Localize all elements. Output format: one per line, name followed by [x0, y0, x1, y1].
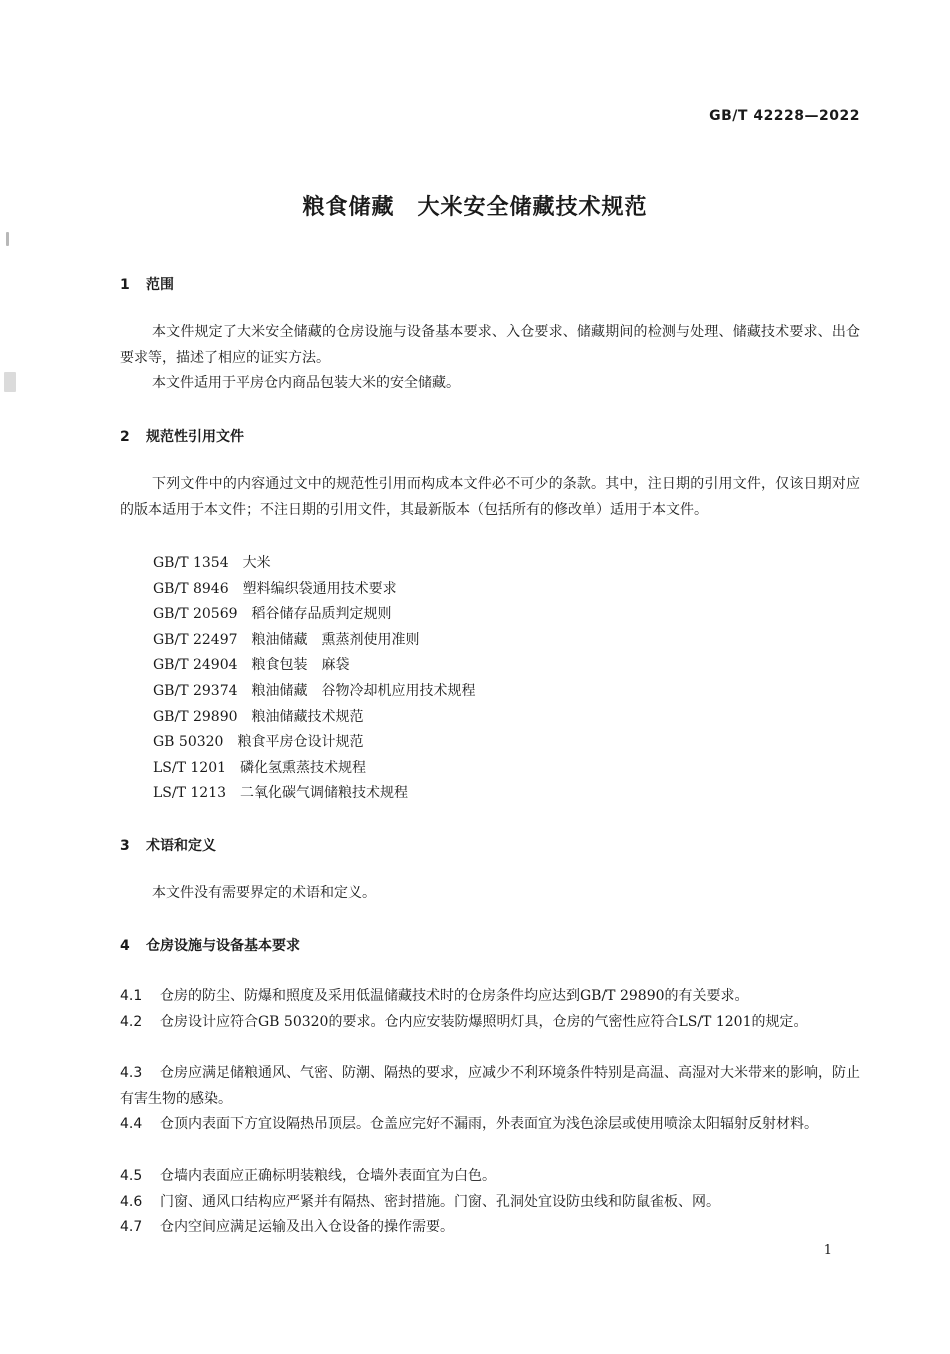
clause [120, 1164, 860, 1190]
section-heading [120, 426, 244, 446]
clause-text: 仓墙内表面应正确标明装粮线，仓墙外表面宜为白色。 [160, 1168, 496, 1184]
section-heading [120, 935, 300, 955]
reference-item [153, 680, 476, 700]
section-title: 规范性引用文件 [146, 429, 244, 445]
reference-code: GB 50320 [153, 734, 224, 750]
clause-number: 4.4 [120, 1116, 143, 1132]
reference-code: GB/T 29890 [153, 709, 238, 725]
reference-title: 粮油储藏 熏蒸剂使用准则 [251, 632, 420, 648]
reference-title: 磷化氢熏蒸技术规程 [240, 760, 367, 776]
reference-title: 塑料编织袋通用技术要求 [242, 581, 397, 597]
paragraph: 本文件没有需要界定的术语和定义。 [152, 885, 376, 901]
reference-code: GB/T 22497 [153, 632, 238, 648]
section-number: 3 [120, 838, 130, 854]
paragraph: 下列文件中的内容通过文中的规范性引用而构成本文件必不可少的条款。其中，注日期的引用文件，仅该日期对应的版本适用于本文件；不注日期的引用文件，其最新版本（包括所有的修改单）适用于本文件。 [120, 476, 860, 518]
reference-item [153, 552, 271, 572]
scan-speck [4, 372, 16, 392]
clause-text: 仓房的防尘、防爆和照度及采用低温储藏技术时的仓房条件均应达到GB/T 29890的有关要求。 [160, 988, 749, 1004]
reference-title: 粮食平房仓设计规范 [237, 734, 364, 750]
reference-item [153, 629, 420, 649]
reference-code: GB/T 20569 [153, 606, 238, 622]
section-heading [120, 274, 174, 294]
clause-number: 4.5 [120, 1168, 143, 1184]
clause [120, 1215, 860, 1241]
clause [120, 1010, 860, 1036]
reference-title: 粮食包装 麻袋 [251, 657, 350, 673]
reference-item [153, 782, 408, 802]
section-number: 2 [120, 429, 130, 445]
scan-speck [6, 232, 9, 246]
reference-item [153, 578, 397, 598]
section-number: 4 [120, 938, 130, 954]
section-title: 范围 [146, 277, 174, 293]
document-title: 粮食储藏 大米安全储藏技术规范 [302, 195, 648, 220]
clause [120, 1112, 860, 1138]
reference-item [153, 654, 350, 674]
reference-code: GB/T 8946 [153, 581, 229, 597]
clause [120, 1061, 860, 1112]
reference-title: 粮油储藏技术规范 [251, 709, 364, 725]
clause-text: 门窗、通风口结构应严紧并有隔热、密封措施。门窗、孔洞处宜设防虫线和防鼠雀板、网。 [160, 1194, 720, 1210]
reference-item [153, 731, 363, 751]
standard-code: GB/T 42228—2022 [709, 108, 860, 124]
reference-item [153, 706, 364, 726]
clause-number: 4.3 [120, 1065, 143, 1081]
paragraph: 本文件适用于平房仓内商品包装大米的安全储藏。 [152, 375, 460, 391]
clause-text: 仓房应满足储粮通风、气密、防潮、隔热的要求，应减少不利环境条件特别是高温、高湿对大米带来的影响，防止有害生物的感染。 [120, 1065, 860, 1107]
clause-number: 4.7 [120, 1219, 143, 1235]
clause-number: 4.1 [120, 988, 143, 1004]
clause-text: 仓内空间应满足运输及出入仓设备的操作需要。 [160, 1219, 454, 1235]
page-number: 1 [823, 1243, 832, 1258]
clause [120, 984, 860, 1010]
paragraph: 本文件规定了大米安全储藏的仓房设施与设备基本要求、入仓要求、储藏期间的检测与处理、储藏技术要求、出仓要求等，描述了相应的证实方法。 [120, 324, 860, 366]
reference-title: 二氧化碳气调储粮技术规程 [240, 785, 409, 801]
section-heading [120, 835, 216, 855]
reference-code: GB/T 1354 [153, 555, 229, 571]
clause-text: 仓顶内表面下方宜设隔热吊顶层。仓盖应完好不漏雨，外表面宜为浅色涂层或使用喷涂太阳辐射反射材料。 [160, 1116, 818, 1132]
clause-number: 4.6 [120, 1194, 143, 1210]
clause [120, 1190, 860, 1216]
reference-code: GB/T 24904 [153, 657, 238, 673]
reference-title: 稻谷储存品质判定规则 [251, 606, 392, 622]
reference-code: LS/T 1201 [153, 760, 227, 776]
reference-item [153, 757, 366, 777]
reference-title: 大米 [242, 555, 271, 571]
reference-code: LS/T 1213 [153, 785, 227, 801]
clause-number: 4.2 [120, 1014, 143, 1030]
reference-item [153, 603, 392, 623]
section-number: 1 [120, 277, 130, 293]
reference-code: GB/T 29374 [153, 683, 238, 699]
section-title: 术语和定义 [146, 838, 216, 854]
clause-text: 仓房设计应符合GB 50320的要求。仓内应安装防爆照明灯具，仓房的气密性应符合LS/T 1201的规定。 [160, 1014, 808, 1030]
section-title: 仓房设施与设备基本要求 [146, 938, 300, 954]
reference-title: 粮油储藏 谷物冷却机应用技术规程 [251, 683, 476, 699]
